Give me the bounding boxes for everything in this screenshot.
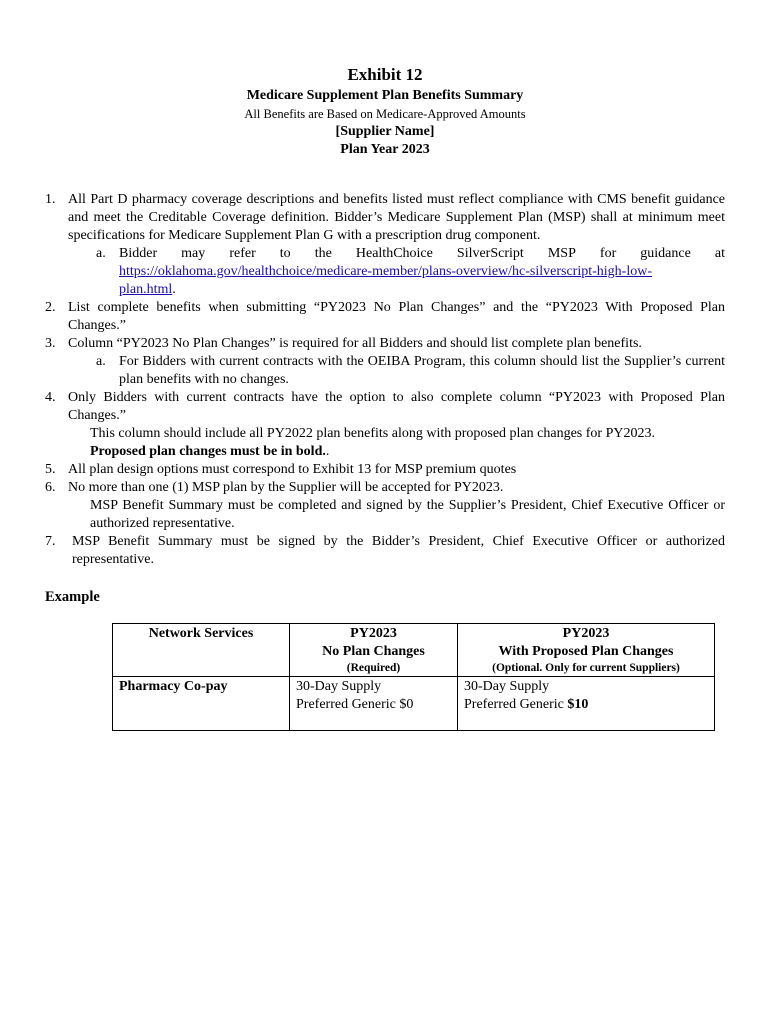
cell-bold-value: $10	[567, 697, 589, 712]
header-no-plan-changes	[290, 624, 458, 677]
header-text: With Proposed Plan Changes	[498, 644, 674, 659]
list-item-text: List complete benefits when submitting “PY2023 No Plan Changes” and the “PY2023 With Proposed Plan Changes.”	[68, 300, 725, 333]
word: to	[279, 246, 291, 261]
table-row	[113, 677, 715, 731]
word: guidance	[640, 246, 691, 261]
list-item-6	[45, 479, 725, 497]
cell-text: 30-Day Supply	[296, 679, 382, 694]
example-heading: Example	[45, 589, 100, 605]
header-text: PY2023	[350, 626, 397, 641]
word: Bidder	[119, 246, 158, 261]
cell-text: 30-Day Supply	[464, 679, 550, 694]
list-item-2	[45, 299, 725, 335]
list-number: 7.	[45, 534, 56, 549]
list-number: a.	[96, 246, 106, 261]
exhibit-title: Exhibit 12	[347, 65, 423, 84]
header-proposed-changes	[458, 624, 715, 677]
list-number: a.	[96, 354, 106, 369]
list-subitem-3a	[45, 353, 725, 389]
list-item-text: Only Bidders with current contracts have the option to also complete column “PY2023 with Proposed Plan Changes.”	[68, 390, 725, 423]
document-header	[0, 64, 770, 159]
word: refer	[229, 246, 256, 261]
row-label	[113, 677, 290, 731]
word: the	[314, 246, 332, 261]
cell-no-changes	[290, 677, 458, 731]
list-number: 6.	[45, 480, 56, 495]
list-item-5	[45, 461, 725, 479]
header-text: PY2023	[562, 626, 610, 641]
document-subtitle: All Benefits are Based on Medicare-Approved Amounts	[244, 107, 526, 121]
note-text: MSP Benefit Summary must be completed and signed by the Supplier’s President, Chief Executive Officer or authorized representative.	[90, 498, 725, 531]
word: for	[599, 246, 617, 261]
guidance-line	[119, 245, 725, 263]
plan-year: Plan Year 2023	[340, 142, 430, 157]
cell-proposed	[458, 677, 715, 731]
header-text: No Plan Changes	[322, 644, 425, 659]
table-header-row	[113, 624, 715, 677]
punctuation: .	[172, 282, 176, 297]
list-item-text: All plan design options must correspond to Exhibit 13 for MSP premium quotes	[68, 462, 517, 477]
header-network-services	[113, 624, 290, 677]
list-item-7	[45, 533, 725, 569]
header-text: Network Services	[148, 626, 254, 641]
cell-text: Preferred Generic $0	[296, 697, 414, 712]
list-number: 2.	[45, 300, 56, 315]
word: at	[714, 246, 725, 261]
header-note: (Optional. Only for current Suppliers)	[492, 662, 680, 674]
list-item-text: All Part D pharmacy coverage descriptions and benefits listed must reflect compliance with CMS benefit guidance and meet the Creditable Coverage definition. Bidder’s Medicare Supplement Plan (MSP) shall at minimum meet specifications for Medicare Supplement Plan G with a prescription drug component.	[68, 192, 725, 243]
healthchoice-link[interactable]: https://oklahoma.gov/healthchoice/medicare-member/plans-overview/hc-silverscript-high-low-plan.html	[119, 264, 652, 297]
cell-text: Pharmacy Co-pay	[119, 679, 228, 694]
document-title: Medicare Supplement Plan Benefits Summary	[246, 88, 524, 103]
benefits-table	[112, 623, 715, 731]
punctuation: .	[325, 444, 330, 459]
list-number: 5.	[45, 462, 56, 477]
instructions-list	[45, 191, 725, 569]
word: may	[181, 246, 206, 261]
list-number: 3.	[45, 336, 56, 351]
list-item-1	[45, 191, 725, 245]
list-item-text: MSP Benefit Summary must be signed by the Bidder’s President, Chief Executive Officer or authorized representative.	[72, 534, 725, 567]
list-item-text: For Bidders with current contracts with the OEIBA Program, this column should list the Supplier’s current plan benefits with no changes.	[119, 354, 725, 387]
list-item-text: Column “PY2023 No Plan Changes” is required for all Bidders and should list complete plan benefits.	[68, 336, 642, 351]
list-item-4-note	[45, 425, 725, 461]
supplier-name: [Supplier Name]	[335, 124, 435, 139]
list-item-text: No more than one (1) MSP plan by the Supplier will be accepted for PY2023.	[68, 480, 504, 495]
list-item-4	[45, 389, 725, 425]
word: HealthChoice	[355, 246, 433, 261]
list-subitem-1a	[45, 245, 725, 299]
list-number: 1.	[45, 192, 56, 207]
word: SilverScript	[456, 246, 524, 261]
list-item-3	[45, 335, 725, 353]
header-note: (Required)	[346, 662, 401, 674]
list-item-6-note	[45, 497, 725, 533]
list-number: 4.	[45, 390, 56, 405]
bold-note: Proposed plan changes must be in bold.	[90, 444, 326, 459]
cell-text: Preferred Generic	[464, 697, 568, 712]
note-text: This column should include all PY2022 plan benefits along with proposed plan changes for PY2023.	[90, 426, 655, 441]
word: MSP	[547, 246, 576, 261]
